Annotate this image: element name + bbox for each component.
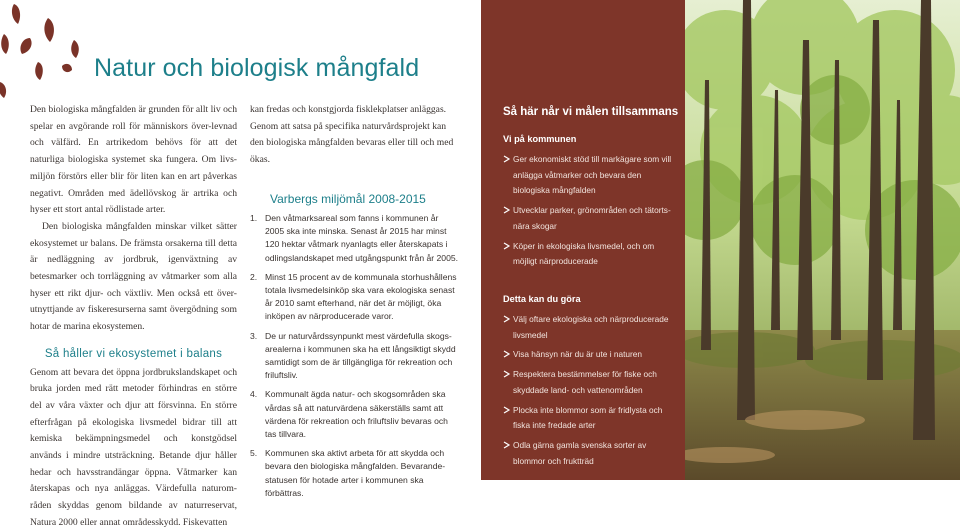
goal-number: 4. [250, 389, 258, 400]
action-text: Visa hänsyn när du är ute i naturen [513, 349, 642, 360]
action-item [503, 367, 679, 398]
arrow-icon [503, 370, 511, 378]
arrow-icon [503, 155, 511, 163]
goal-text: Kommunen ska aktivt arbeta för att skydda och bevara den biologiska mångfalden. Bevarande-statusen för hotade arter i kommunen ska förbättras. [265, 448, 446, 498]
panel-subtitle: Detta kan du göra [503, 294, 581, 304]
action-item [503, 203, 679, 234]
leaf-icon [71, 40, 79, 58]
leaf-icon [62, 64, 72, 72]
paragraph-threats: Den biologiska mångfalden minskar vilket sätter ekosystemet ur balans. De främsta orsakerna till detta är nedläggning av jordbruk, igenväxtning av betesmarker och torrläggning av våtmarker som alla hyser ett rikt djur- och växtliv. Men också ett över-utnyttjande av fiskeresurserna samt övergödning som hotar de marina ekosystemen. [30, 220, 237, 333]
section-title: Så håller vi ekosystemet i balans [44, 347, 223, 360]
arrow-icon [503, 206, 511, 214]
action-panel [481, 0, 685, 480]
action-item [503, 403, 679, 434]
goal-item [250, 388, 458, 441]
goal-text: De ur naturvårdssynpunkt mest värdefulla skogs-arealerna i kommunen ska ha ett långsiktigt skydd samtidigt som de är tillgängliga för rekreation och friluftsliv. [265, 330, 456, 381]
leaf-icon [35, 62, 43, 80]
leaf-icon [12, 4, 20, 24]
action-item [503, 347, 679, 363]
paragraph-continued: kan fredas och konstgjorda fisklekplatser anläggas. Genom att satsa på specifika naturvårdsprojekt kan den biologiska mångfalden bevaras eller till och med ökas. [250, 104, 454, 165]
paragraph-balance: Genom att bevara det öppna jordbrukslandskapet och bruka jorden med rätt metoder förhindras en större del av våra växter och djur att försvinna. En större efterfrågan på ekologiska livsmedel bidrar till att kemiska bekämpningsmedel och konstgödsel används i mindre utsträckning. Betande djur håller hedar och havsstrandängar öppna. Våtmarker kan återskapas och nya anläggas. Värdefulla naturom-råden skyddas genom bildande av naturreservat, Natura 2000 eller annat områdesskydd. Fiskevatten [30, 366, 237, 528]
paragraph-intro: Den biologiska mångfalden är grunden för allt liv och spelar en avgörande roll för människors över-levnad och välfärd. En artrikedom behövs för att det naturliga biologiska systemet ska fungera. Om livs-miljön förstörs eller blir för liten kan en art påverkas negativt. Områden med ädellövskog är artrika och hyser ett stort antal rödlistade arter. [30, 104, 237, 216]
arrow-icon [503, 406, 511, 414]
arrow-icon [503, 441, 511, 449]
text-column-left [30, 102, 237, 532]
action-text: Respektera bestämmelser för fiske och skyddade land- och vattenområden [513, 369, 657, 395]
leaf-icon [0, 82, 6, 98]
action-text: Välj oftare ekologiska och närproducerade livsmedel [513, 314, 669, 340]
goal-text: Den våtmarksareal som fanns i kommunen år 2005 ska inte minska. Senast år 2015 har minst 120 hektar våtmark nyanlagts eller återskapats i odlingslandskapet med utgångspunkt från år 2005. [265, 213, 459, 263]
action-item [503, 239, 679, 270]
action-text: Köper in ekologiska livsmedel, och om möjligt närproducerade [513, 240, 655, 267]
action-item [503, 438, 679, 469]
panel-group-you [503, 294, 679, 473]
goal-text: Minst 15 procent av de kommunala storhushållens totala livsmedelsinköp ska vara ekologiska senast år 2010 samt efterhand, när det är möjligt, öka inköpen av närproducerade varor. [265, 271, 457, 322]
action-item [503, 312, 679, 343]
leaf-icon [20, 38, 31, 54]
action-text: Utvecklar parker, grönområden och tätorts-nära skogar [513, 205, 671, 231]
arrow-icon [503, 242, 511, 250]
panel-title: Så här når vi målen tillsammans [503, 106, 679, 118]
goal-number: 5. [250, 448, 258, 459]
goal-text: Kommunalt ägda natur- och skogsområden ska vårdas så att naturvärdena säkerställs samt att värdena för rekreation och friluftsliv bevaras och tas tillvara. [265, 389, 448, 440]
text-column-middle [250, 102, 458, 506]
arrow-icon [503, 315, 511, 323]
goal-item [250, 330, 458, 383]
leaf-icon [44, 18, 54, 42]
panel-group-municipality [503, 134, 679, 274]
goal-item [250, 271, 458, 324]
goals-list [250, 212, 458, 500]
action-text: Ger ekonomiskt stöd till markägare som vill anlägga våtmarker och bevara den biologiska mångfalden [513, 154, 672, 196]
arrow-icon [503, 350, 511, 358]
municipality-actions-list [503, 152, 679, 270]
goal-item [250, 212, 458, 265]
goal-number: 1. [250, 213, 258, 223]
leaf-icon [1, 34, 9, 54]
goals-title: Varbergs miljömål 2008-2015 [270, 192, 426, 206]
personal-actions-list [503, 312, 679, 469]
page-title: Natur och biologisk mångfald [94, 54, 420, 82]
action-text: Plocka inte blommor som är fridlysta och fiska inte fredade arter [513, 404, 663, 431]
panel-subtitle: Vi på kommunen [503, 134, 577, 144]
goal-number: 2. [250, 271, 258, 282]
leaves-decoration [0, 0, 90, 100]
action-item [503, 152, 679, 199]
goal-number: 3. [250, 330, 258, 341]
forest-photo [685, 0, 960, 480]
action-text: Odla gärna gamla svenska sorter av blommor och fruktträd [513, 439, 647, 466]
goal-item [250, 447, 458, 500]
